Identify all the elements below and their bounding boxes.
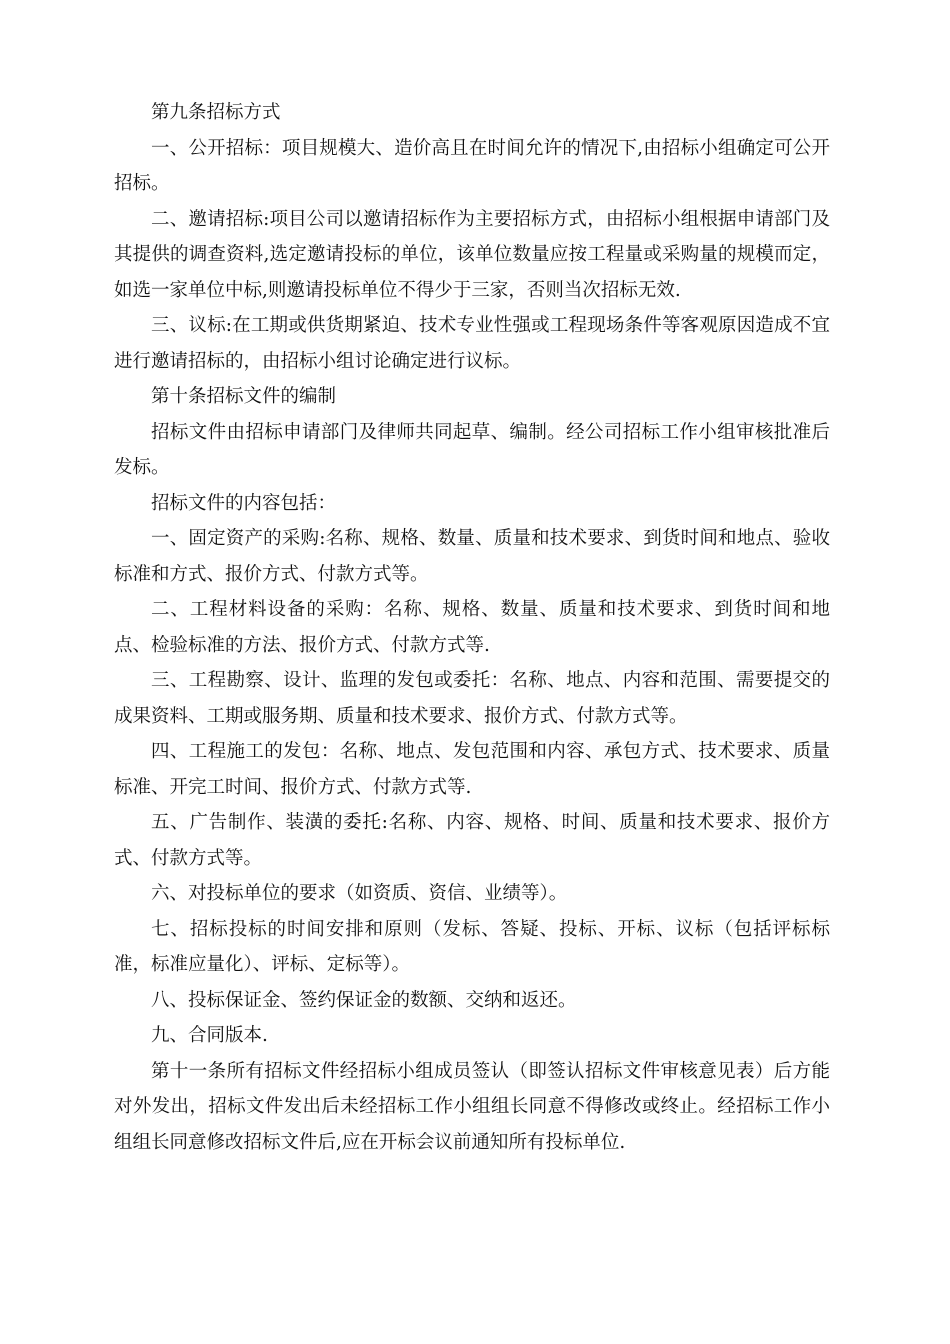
paragraph-open-tender: 一、公开招标：项目规模大、造价高且在时间允许的情况下,由招标小组确定可公开招标。: [114, 137, 830, 194]
paragraph-negotiated-tender: 三、议标:在工期或供货期紧迫、技术专业性强或工程现场条件等客观原因造成不宜进行邀请招标的，由招标小组讨论确定进行议标。: [114, 315, 830, 372]
list-item-construction: 四、工程施工的发包：名称、地点、发包范围和内容、承包方式、技术要求、质量标准、开完工时间、报价方式、付款方式等.: [114, 741, 830, 798]
paragraph-invited-tender: 二、邀请招标:项目公司以邀请招标作为主要招标方式，由招标小组根据申请部门及其提供的调查资料,选定邀请投标的单位，该单位数量应按工程量或采购量的规模而定，如选一家单位中标,则邀请投标单位不得少于三家，否则当次招标无效.: [114, 208, 830, 301]
list-item-deposit: 八、投标保证金、签约保证金的数额、交纳和返还。: [151, 989, 577, 1011]
paragraph-contents-intro: 招标文件的内容包括：: [151, 492, 337, 514]
article-9-heading: 第九条招标方式: [151, 102, 281, 123]
article-11-paragraph: 第十一条所有招标文件经招标小组成员签认（即签认招标文件审核意见表）后方能对外发出，招标文件发出后未经招标工作小组组长同意不得修改或终止。经招标工作小组组长同意修改招标文件后,应在开标会议前通知所有投标单位.: [114, 1060, 830, 1153]
list-item-survey-design: 三、工程勘察、设计、监理的发包或委托：名称、地点、内容和范围、需要提交的成果资料、工期或服务期、质量和技术要求、报价方式、付款方式等。: [114, 670, 830, 727]
document-body: [114, 95, 830, 1160]
list-item-bidder-requirements: 六、对投标单位的要求（如资质、资信、业绩等）。: [151, 883, 568, 904]
list-item-schedule: 七、招标投标的时间安排和原则（发标、答疑、投标、开标、议标（包括评标标准，标准应量化）、评标、定标等）。: [114, 918, 830, 975]
article-10-heading: 第十条招标文件的编制: [151, 386, 337, 407]
list-item-advertising: 五、广告制作、装潢的委托:名称、内容、规格、时间、质量和技术要求、报价方式、付款方式等。: [114, 812, 830, 869]
list-item-materials: 二、工程材料设备的采购：名称、规格、数量、质量和技术要求、到货时间和地点、检验标准的方法、报价方式、付款方式等.: [114, 599, 830, 656]
paragraph-drafting: 招标文件由招标申请部门及律师共同起草、编制。经公司招标工作小组审核批准后发标。: [114, 421, 830, 478]
list-item-contract-version: 九、合同版本.: [151, 1025, 268, 1046]
list-item-fixed-assets: 一、固定资产的采购:名称、规格、数量、质量和技术要求、到货时间和地点、验收标准和方式、报价方式、付款方式等。: [114, 528, 830, 585]
